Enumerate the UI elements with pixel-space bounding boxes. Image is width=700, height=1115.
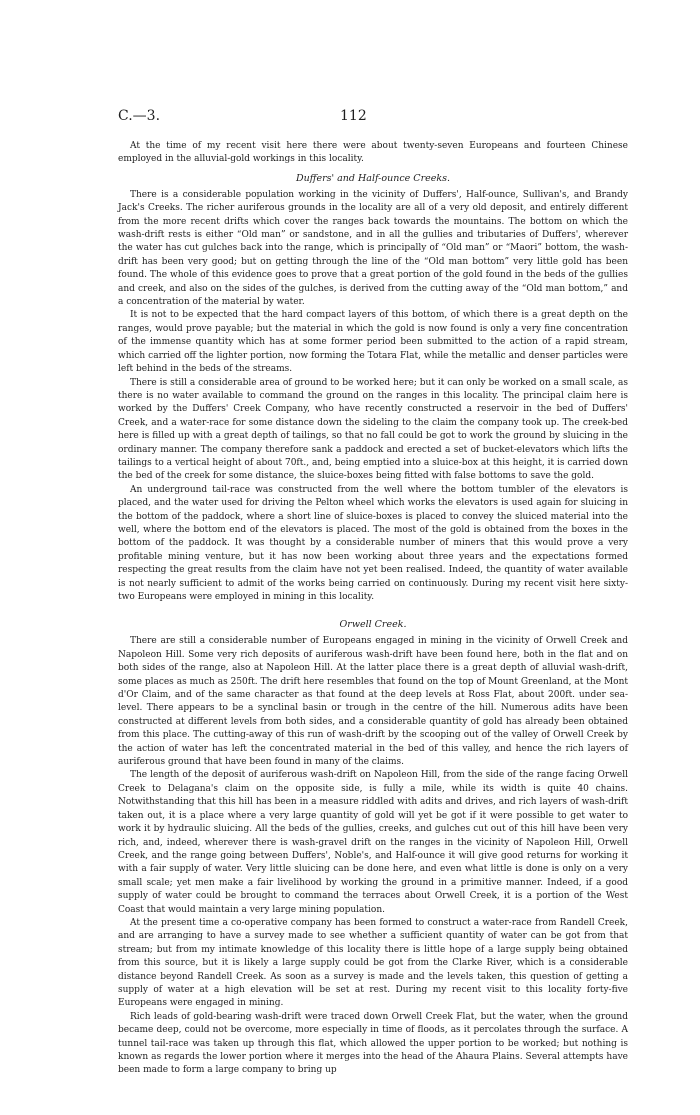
- intro-paragraph: At the time of my recent visit here there were about twenty-seven Europeans and fourteen Chinese employed in the alluvial-gold workings in this locality.: [118, 141, 628, 165]
- paragraph: The length of the deposit of auriferous wash-drift on Napoleon Hill, from the side of the range facing Orwell Creek to Delagana's claim on the opposite side, is fully a mile, while its width is quite 40 chains. Notwithstanding that this hill has been in a measure riddled with adits and drives, and rich layers of wash-drift taken out, it is a place where a very large quantity of gold will yet be got if it were possible to get water to work it by hydraulic sluicing. All the beds of the gullies, creeks, and gulches cut out of this hill have been very rich, and, indeed, wherever there is wash-gravel drift on the ranges in the vicinity of Napoleon Hill, Orwell Creek, and the range going between Duffers', Noble's, and Half-ounce it will give good returns for working it with a fair supply of water. Very little sluicing can be done here, and even what little is done is only on a very small scale; yet men make a fair livelihood by working the ground in a primitive manner. Indeed, if a good supply of water could be brought to command the terraces about Orwell Creek, it is a portion of the West Coast that would maintain a very large mining population.: [118, 770, 628, 915]
- page-header: [118, 108, 628, 140]
- page-number: 112: [340, 108, 367, 124]
- section-heading-orwell: Orwell Creek.: [339, 619, 407, 631]
- document-reference: C.—3.: [118, 108, 161, 124]
- body-text: [118, 140, 628, 1078]
- paragraph: At the present time a co-operative company has been formed to construct a water-race from Randell Creek, and are arranging to have a survey made to see whether a sufficient quantity of water can be got from that stream; but from my intimate knowledge of this locality there is little hope of a large supply being obtained from this source, but it is likely a large supply could be got from the Clarke River, which is a considerable distance beyond Randell Creek. As soon as a survey is made and the levels taken, this question of getting a supply of water at a high elevation will be set at rest. During my recent visit to this locality forty-five Europeans were engaged in mining.: [118, 917, 628, 1009]
- paragraph: Rich leads of gold-bearing wash-drift were traced down Orwell Creek Flat, but the water, when the ground became deep, could not be overcome, more especially in time of floods, as it percolates through the surface. A tunnel tail-race was taken up through this flat, which allowed the upper portion to be worked; but nothing is known as regards the lower portion where it merges into the head of the Ahaura Plains. Several attempts have been made to form a large company to bring up: [118, 1011, 628, 1076]
- paragraph: There are still a considerable number of Europeans engaged in mining in the vicinity of Orwell Creek and Napoleon Hill. Some very rich deposits of auriferous wash-drift have been found here, both in the flat and on both sides of the range, also at Napoleon Hill. At the latter place there is a great depth of alluvial wash-drift, some places as much as 250ft. The drift here resembles that found on the top of Mount Greenland, at the Mont d'Or Claim, and of the same character as that found at the deep levels at Ross Flat, about 200ft. under sea-level. There appears to be a synclinal basin or trough in the centre of the hill. Numerous adits have been constructed at different levels from both sides, and a considerable quantity of gold has already been obtained from this place. The cutting-away of this run of wash-drift by the scooping out of the valley of Orwell Creek by the action of water has left the concentrated material in the bed of this valley, and hence the rich layers of auriferous ground that have been found in many of the claims.: [118, 636, 628, 768]
- paragraph: There is still a considerable area of ground to be worked here; but it can only be worked on a small scale, as there is no water available to command the ground on the ranges in this locality. The principal claim here is worked by the Duffers' Creek Company, who have recently constructed a reservoir in the bed of Duffers' Creek, and a water-race for some distance down the sideling to the claim the company took up. The creek-bed here is filled up with a great depth of tailings, so that no fall could be got to work the ground by sluicing in the ordinary manner. The company therefore sank a paddock and erected a set of bucket-elevators which lifts the tailings to a vertical height of about 70ft., and, being emptied into a sluice-box at this height, it is carried down the bed of the creek for some distance, the sluice-boxes being fitted with false bottoms to save the gold.: [118, 377, 628, 482]
- paragraph: There is a considerable population working in the vicinity of Duffers', Half-ounce, Sullivan's, and Brandy Jack's Creeks. The richer auriferous grounds in the locality are all of a very old deposit, and entirely different from the more recent drifts which cover the ranges back towards the mountains. The bottom on which the wash-drift rests is either “Old man” or sandstone, and in all the gullies and tributaries of Duffers', wherever the water has cut gulches back into the range, which is principally of “Old man” or “Maori” bottom, the wash-drift has been very good; but on getting through the line of the “Old man bottom” very little gold has been found. The whole of this evidence goes to prove that a great portion of the gold found in the beds of the gullies and creek, and also on the sides of the gulches, is derived from the cutting away of the “Old man bottom,” and a concentration of the material by water.: [118, 189, 628, 308]
- paragraph: It is not to be expected that the hard compact layers of this bottom, of which there is a great depth on the ranges, would prove payable; but the material in which the gold is now found is only a very fine concentration of the immense quantity which has at some former period been submitted to the action of a rapid stream, which carried off the lighter portion, now forming the Totara Flat, while the metallic and denser particles were left behind in the beds of the streams.: [118, 310, 628, 375]
- section-heading-duffers: Duffers' and Half-ounce Creeks.: [295, 172, 451, 184]
- paragraph: An underground tail-race was constructed from the well where the bottom tumbler of the elevators is placed, and the water used for driving the Pelton wheel which works the elevators is used again for sluicing in the bottom of the paddock, where a short line of sluice-boxes is placed to convey the sluiced material into the well, where the bottom end of the elevators is placed. The most of the gold is obtained from the boxes in the bottom of the paddock. It was thought by a considerable number of miners that this would prove a very profitable mining venture, but it has now been working about three years and the expectations formed respecting the great results from the claim have not yet been realised. Indeed, the quantity of water available is not nearly sufficient to admit of the works being carried on continuously. During my recent visit here sixty-two Europeans were employed in mining in this locality.: [118, 484, 628, 602]
